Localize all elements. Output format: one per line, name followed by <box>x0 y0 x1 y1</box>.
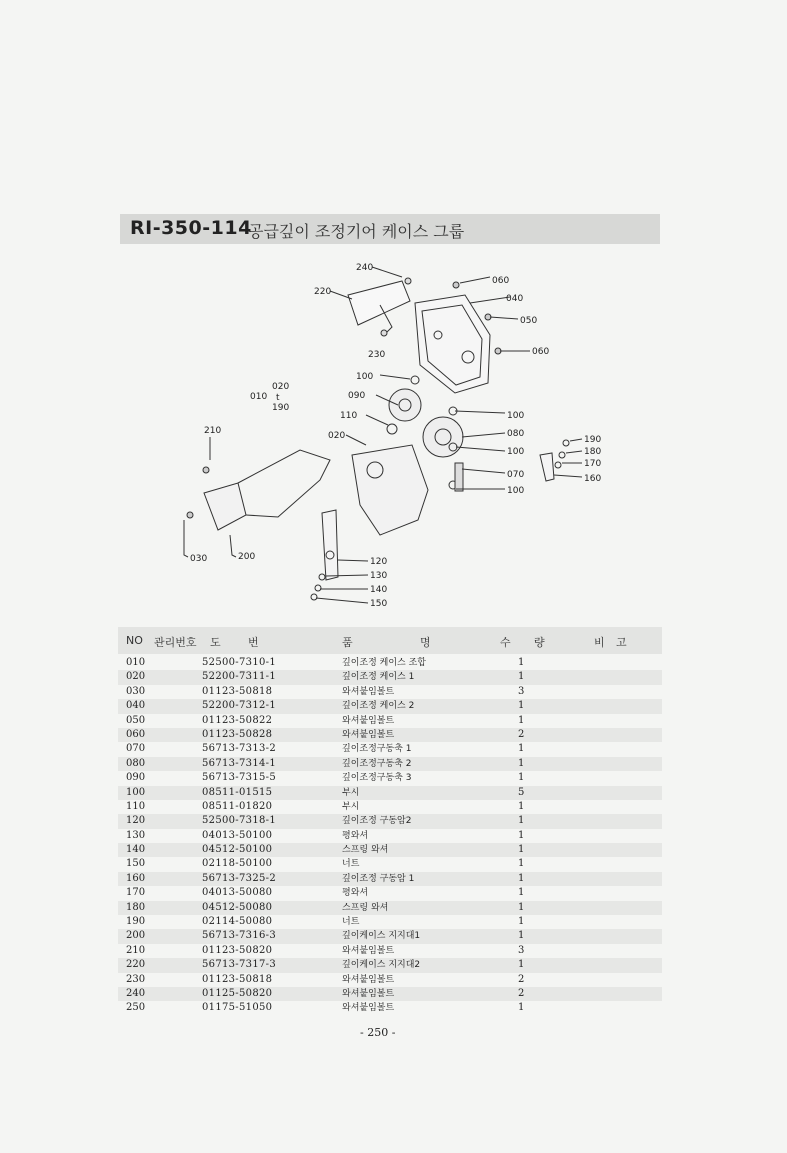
row-part-no: 56713-7314-1 <box>202 757 276 769</box>
row-part-no: 02118-50100 <box>202 858 273 870</box>
group-code: RI-350-114 <box>130 217 252 239</box>
table-row <box>118 699 662 713</box>
exploded-parts-diagram <box>170 255 620 615</box>
row-no: 080 <box>126 757 146 769</box>
table-row <box>118 944 662 958</box>
row-part-name: 깊이조정구동축 3 <box>342 773 412 784</box>
row-part-name: 스프링 와셔 <box>342 902 389 913</box>
row-part-name: 와셔붙임볼트 <box>342 686 395 697</box>
callout-label: 130 <box>370 571 388 581</box>
row-qty: 1 <box>518 858 525 870</box>
row-part-no: 01123-50828 <box>202 728 273 740</box>
row-no: 030 <box>126 685 146 697</box>
callout-label: 070 <box>507 470 525 480</box>
row-part-name: 깊이조정 케이스 1 <box>342 672 415 683</box>
row-qty: 1 <box>518 887 525 899</box>
row-qty: 1 <box>518 930 525 942</box>
row-part-no: 56713-7315-5 <box>202 772 276 784</box>
row-part-name: 깊이조정 구동암 1 <box>342 873 415 884</box>
table-row <box>118 670 662 684</box>
table-row <box>118 714 662 728</box>
table-row <box>118 843 662 857</box>
row-part-no: 08511-01820 <box>202 800 273 812</box>
row-part-name: 평와셔 <box>342 888 369 899</box>
row-qty: 1 <box>518 772 525 784</box>
row-no: 140 <box>126 844 146 856</box>
row-part-no: 01123-50818 <box>202 973 273 985</box>
row-part-no: 56713-7313-2 <box>202 743 276 755</box>
row-part-name: 와셔붙임볼트 <box>342 729 395 740</box>
callout-label: 110 <box>340 411 358 421</box>
row-part-name: 부시 <box>342 787 360 798</box>
callout-label: 100 <box>356 372 374 382</box>
header-qty-1: 수 <box>500 636 511 649</box>
row-qty: 1 <box>518 800 525 812</box>
row-no: 170 <box>126 887 146 899</box>
callout-label: 230 <box>368 350 386 360</box>
table-row <box>118 742 662 756</box>
row-qty: 1 <box>518 916 525 928</box>
row-part-no: 56713-7325-2 <box>202 872 276 884</box>
table-row <box>118 915 662 929</box>
row-part-no: 01175-51050 <box>202 1002 273 1014</box>
table-row <box>118 757 662 771</box>
callout-label: 100 <box>507 486 525 496</box>
row-part-no: 52500-7318-1 <box>202 815 276 827</box>
callout-label: t <box>276 393 280 403</box>
row-part-name: 와셔붙임볼트 <box>342 974 395 985</box>
callout-label: 150 <box>370 599 388 609</box>
row-qty: 1 <box>518 829 525 841</box>
table-row <box>118 829 662 843</box>
row-qty: 1 <box>518 714 525 726</box>
row-part-no: 04013-50080 <box>202 887 273 899</box>
row-qty: 1 <box>518 959 525 971</box>
row-qty: 1 <box>518 757 525 769</box>
row-part-name: 부시 <box>342 801 360 812</box>
header-drawing-1: 도 <box>210 636 221 649</box>
callout-label: 090 <box>348 391 366 401</box>
table-row <box>118 872 662 886</box>
table-row <box>118 901 662 915</box>
row-no: 150 <box>126 858 146 870</box>
table-row <box>118 814 662 828</box>
row-part-name: 깊이조정 케이스 2 <box>342 701 415 712</box>
row-no: 110 <box>126 800 146 812</box>
callout-label: 140 <box>370 585 388 595</box>
row-part-no: 04512-50100 <box>202 844 273 856</box>
callout-label: 020 <box>272 382 290 392</box>
row-part-no: 01123-50820 <box>202 944 273 956</box>
row-part-name: 와셔붙임볼트 <box>342 945 395 956</box>
callout-label: 030 <box>190 554 208 564</box>
callout-label: 160 <box>584 474 602 484</box>
table-row <box>118 771 662 785</box>
row-part-name: 너트 <box>342 859 360 870</box>
row-qty: 3 <box>518 685 525 697</box>
header-mgmt: 관리번호 <box>154 636 197 649</box>
section-title-bar <box>120 214 660 244</box>
header-remarks-1: 비 <box>594 636 605 649</box>
row-qty: 1 <box>518 1002 525 1014</box>
row-part-no: 01123-50818 <box>202 685 273 697</box>
callout-label: 020 <box>328 431 346 441</box>
row-no: 130 <box>126 829 146 841</box>
row-part-no: 04013-50100 <box>202 829 273 841</box>
row-no: 090 <box>126 772 146 784</box>
row-part-no: 01125-50820 <box>202 987 273 999</box>
parts-table <box>118 656 662 1016</box>
row-part-name: 깊이조정구동축 1 <box>342 744 412 755</box>
row-no: 050 <box>126 714 146 726</box>
row-part-no: 56713-7317-3 <box>202 959 276 971</box>
row-part-name: 와셔붙임볼트 <box>342 1003 395 1014</box>
row-no: 100 <box>126 786 146 798</box>
callout-label: 120 <box>370 557 388 567</box>
table-row <box>118 685 662 699</box>
parts-table-header <box>118 627 662 654</box>
callout-label: 080 <box>507 429 525 439</box>
table-row <box>118 857 662 871</box>
row-part-name: 너트 <box>342 917 360 928</box>
callout-label: 170 <box>584 459 602 469</box>
row-part-no: 52200-7311-1 <box>202 671 276 683</box>
row-part-name: 깊이케이스 지지대2 <box>342 960 421 971</box>
row-no: 060 <box>126 728 146 740</box>
row-no: 120 <box>126 815 146 827</box>
row-qty: 5 <box>518 786 525 798</box>
callout-label: 220 <box>314 287 332 297</box>
header-part-name-1: 품 <box>342 636 353 649</box>
table-row <box>118 786 662 800</box>
callout-label: 190 <box>272 403 290 413</box>
table-row <box>118 1001 662 1015</box>
callout-label: 060 <box>532 347 550 357</box>
row-part-no: 08511-01515 <box>202 786 273 798</box>
table-row <box>118 800 662 814</box>
row-qty: 1 <box>518 671 525 683</box>
row-no: 160 <box>126 872 146 884</box>
row-part-name: 와셔붙임볼트 <box>342 988 395 999</box>
table-row <box>118 886 662 900</box>
row-qty: 2 <box>518 973 525 985</box>
page-number: - 250 - <box>360 1026 396 1039</box>
table-row <box>118 656 662 670</box>
row-qty: 1 <box>518 700 525 712</box>
row-no: 020 <box>126 671 146 683</box>
row-no: 220 <box>126 959 146 971</box>
row-part-no: 01123-50822 <box>202 714 273 726</box>
callout-label: 100 <box>507 447 525 457</box>
header-part-name-2: 명 <box>420 636 431 649</box>
row-part-name: 깊이조정구동축 2 <box>342 758 412 769</box>
row-qty: 1 <box>518 844 525 856</box>
row-part-name: 깊이케이스 지지대1 <box>342 931 421 942</box>
table-row <box>118 929 662 943</box>
row-no: 230 <box>126 973 146 985</box>
row-no: 180 <box>126 901 146 913</box>
callout-label: 240 <box>356 263 374 273</box>
row-no: 200 <box>126 930 146 942</box>
row-part-no: 52200-7312-1 <box>202 700 276 712</box>
row-part-no: 02114-50080 <box>202 916 273 928</box>
row-part-name: 평와셔 <box>342 830 369 841</box>
row-qty: 2 <box>518 728 525 740</box>
row-no: 210 <box>126 944 146 956</box>
callout-label: 100 <box>507 411 525 421</box>
table-row <box>118 973 662 987</box>
header-drawing-2: 번 <box>248 636 259 649</box>
row-no: 250 <box>126 1002 146 1014</box>
row-qty: 1 <box>518 901 525 913</box>
callout-label: 040 <box>506 294 524 304</box>
header-no: NO <box>126 634 143 647</box>
callout-label: 200 <box>238 552 256 562</box>
row-part-name: 스프링 와셔 <box>342 845 389 856</box>
callout-label: 060 <box>492 276 510 286</box>
row-qty: 1 <box>518 815 525 827</box>
callout-label: 010 <box>250 392 268 402</box>
row-qty: 2 <box>518 987 525 999</box>
row-no: 240 <box>126 987 146 999</box>
callout-label: 190 <box>584 435 602 445</box>
callout-label: 210 <box>204 426 222 436</box>
row-part-name: 깊이조정 구동암2 <box>342 816 412 827</box>
row-no: 040 <box>126 700 146 712</box>
row-qty: 1 <box>518 657 525 668</box>
callout-label: 180 <box>584 447 602 457</box>
row-no: 010 <box>126 657 146 668</box>
row-part-no: 52500-7310-1 <box>202 657 276 668</box>
header-qty-2: 량 <box>534 636 545 649</box>
header-remarks-2: 고 <box>616 636 627 649</box>
table-row <box>118 728 662 742</box>
row-no: 190 <box>126 916 146 928</box>
table-row <box>118 987 662 1001</box>
row-part-name: 와셔붙임볼트 <box>342 715 395 726</box>
table-row <box>118 958 662 972</box>
row-qty: 1 <box>518 743 525 755</box>
row-no: 070 <box>126 743 146 755</box>
row-part-no: 56713-7316-3 <box>202 930 276 942</box>
row-part-name: 깊이조정 케이스 조합 <box>342 658 426 668</box>
row-qty: 1 <box>518 872 525 884</box>
row-part-no: 04512-50080 <box>202 901 273 913</box>
callout-label: 050 <box>520 316 538 326</box>
row-qty: 3 <box>518 944 525 956</box>
group-name: 공급깊이 조정기어 케이스 그룹 <box>248 222 465 241</box>
